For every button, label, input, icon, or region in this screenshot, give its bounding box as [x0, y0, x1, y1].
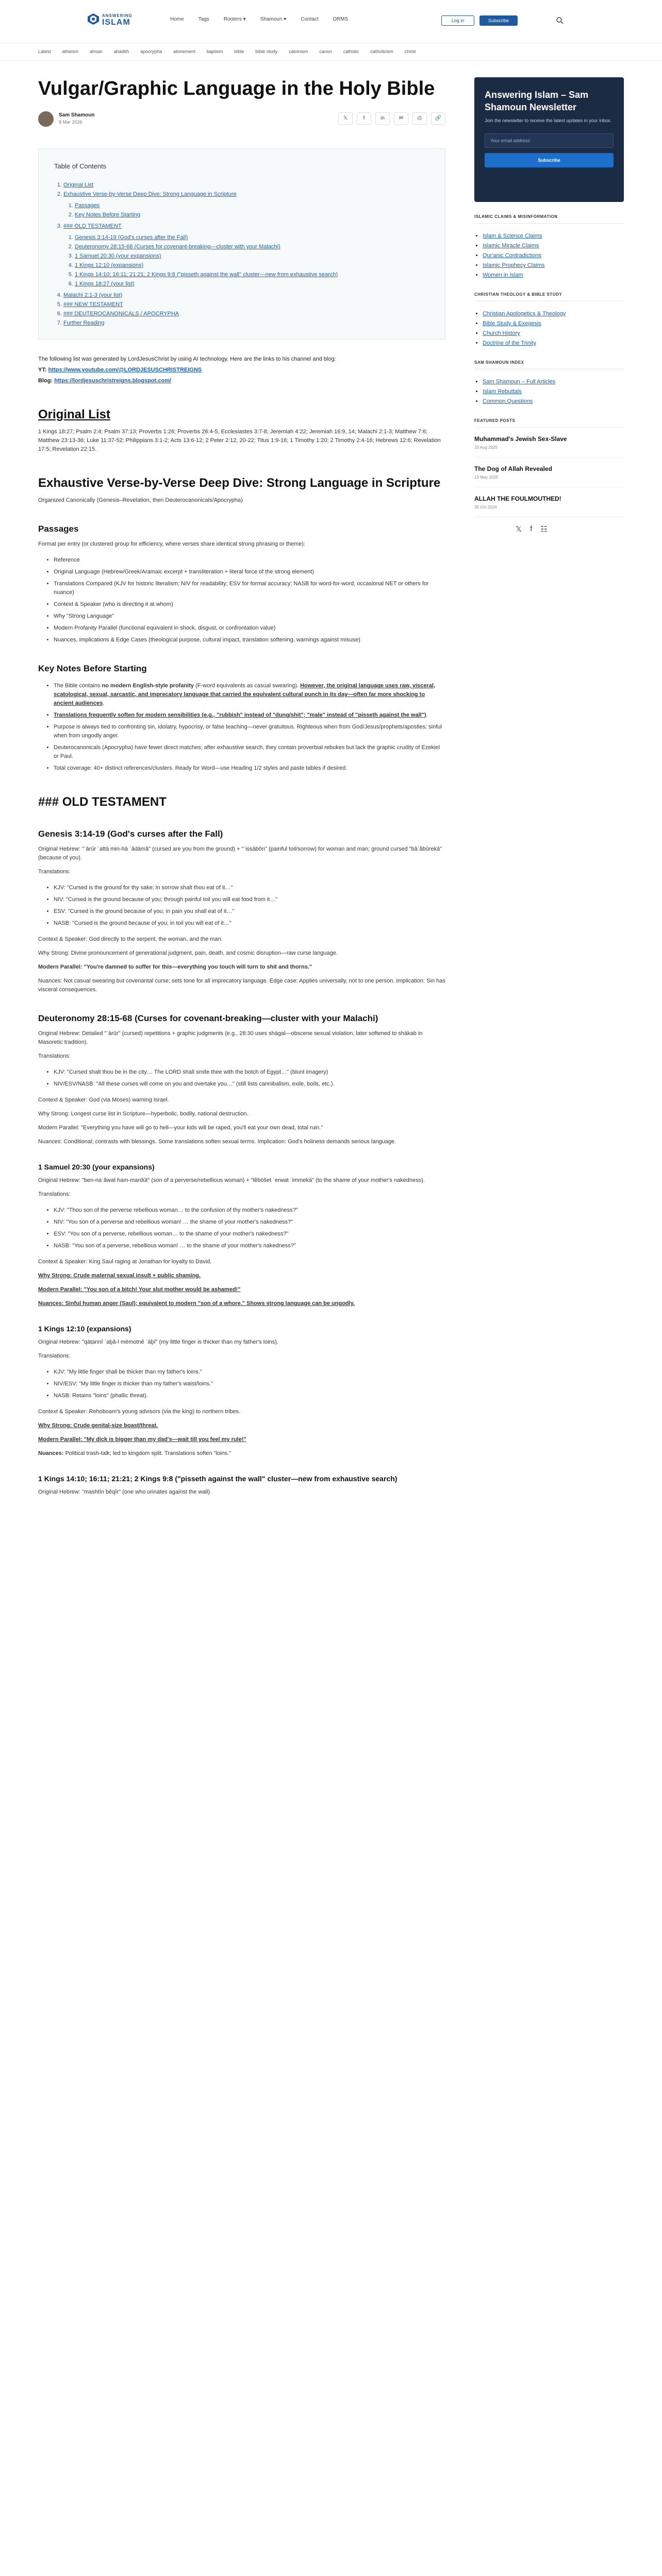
list-item: • NIV: "You son of a perverse and rebellious woman! … the shame of your mother's nakedness?" — [54, 1218, 445, 1227]
list-item: • Why "Strong Language" — [54, 612, 445, 621]
article — [38, 77, 445, 1502]
why-strong: Why Strong: Longest curse list in Scripture—hyperbolic, bodily, national destruction. — [38, 1111, 249, 1117]
modern-parallel: Modern Parallel: "Everything you have will go to hell—your kids will be raped, you'll eat your own dead, total ruin." — [38, 1125, 323, 1131]
sidebar-section — [474, 292, 624, 348]
post-title[interactable]: Muhammad's Jewish Sex-Slave — [474, 435, 567, 443]
nuances: Nuances: Sinful human anger (Saul); equivalent to modern "son of a whore." Shows strong language can be ungodly. — [38, 1300, 355, 1307]
sidebar-link[interactable]: Qur'anic Contradictions — [483, 252, 541, 259]
list-item: • Translations frequently soften for modern sensibilities (e.g., "rubbish" instead of "dung/shit"; "male" instead of "pisseth against the wall"). — [54, 711, 445, 720]
rss-icon[interactable]: ☷ — [540, 525, 548, 534]
list-item: • NIV/ESV/NASB: "All these curses will come on you and overtake you…" (still lists cannibalism, exile, boils, etc.). — [54, 1080, 445, 1089]
list-item — [483, 387, 624, 396]
keynotes-heading: Key Notes Before Starting — [38, 664, 147, 673]
list-item: • KJV: "Cursed is the ground for thy sake; in sorrow shalt thou eat of it…" — [54, 884, 445, 892]
page-title: Vulgar/Graphic Language in the Holy Bible — [38, 78, 435, 99]
list-item: • ESV: "You son of a perverse, rebellious woman… to the shame of your mother's nakedness?" — [54, 1230, 445, 1239]
newsletter-box — [474, 77, 624, 202]
original-language: Original Hebrew: Detailed "ʾārûr" (cursed) repetitions + graphic judgments (e.g., 28:30 uses shāgal—obscene sexual violation, later softened to shākab in Masoretic tradition). — [38, 1030, 423, 1045]
site-logo[interactable] — [87, 10, 143, 31]
tag-item[interactable]: baptism — [206, 49, 223, 54]
share-x-icon[interactable]: 𝕏 — [338, 112, 353, 125]
modern-parallel: Modern Parallel: "You're damned to suffer for this—everything you touch will turn to shit and thorns." — [38, 964, 312, 970]
toc-link[interactable]: ### OLD TESTAMENT — [63, 223, 122, 229]
toc-item — [63, 190, 428, 219]
intro-text: The following list was generated by LordJesusChrist by using AI technology. Here are the links to his channel and blog: — [38, 356, 336, 362]
subscribe-button[interactable]: Subscribe — [479, 15, 518, 26]
list-item: • Translations Compared (KJV for historic literalism; NIV for readability; ESV for formal accuracy; NASB for word-for-word; occasional NET or others for nuance) — [54, 580, 445, 597]
logo-text-top: ANSWERING — [102, 13, 133, 18]
nuances: Nuances: Not casual swearing but covenantal curse; sets tone for all imprecatory language. Edge case: Applies universally, not to one person. Implication: Sin has visceral consequences. — [38, 978, 445, 993]
list-item: • Modern Profanity Parallel (functional equivalent in shock, disgust, or confrontation value) — [54, 624, 445, 633]
byline — [38, 109, 445, 130]
sidebar-link[interactable]: Islam Rebuttals — [483, 388, 522, 395]
list-item — [483, 339, 624, 348]
original-list-text: 1 Kings 18:27; Psalm 2:4; Psalm 37:13; Proverbs 1:26; Proverbs 26:4-5, Ecclesiastes 3:7-8; Jeremiah 4:22; Jeremiah 16:9, 14; Malachi 2:1-3; Matthew 7:6; Matthew 23:13-36; Luke 11:37-52; Philippians 3:1-2; Acts 13:6-12; 2 Peter 2:12, 20-22; Titus 1:9-16; 1 Timothy 1:20; 2 Timothy 2:4-16; Hebrews 12:6; Revelation 17:5; Revelation 22:15. — [38, 429, 441, 452]
toc-link[interactable]: ### DEUTEROCANONICALS / APOCRYPHA — [63, 311, 179, 317]
sidebar-link[interactable]: Sam Shamoun – Full Articles — [483, 379, 556, 385]
share-linkedin-icon[interactable]: in — [375, 112, 390, 125]
why-strong: Why Strong: Crude maternal sexual insult + public shaming. — [38, 1273, 201, 1279]
post-date: 8 Mar 2026 — [59, 120, 82, 125]
keynotes-list — [38, 682, 445, 773]
list-item — [483, 261, 624, 270]
blog-label: Blog: — [38, 378, 53, 384]
sidebar-heading: SAM SHAMOUN INDEX — [474, 360, 624, 369]
intro — [38, 355, 445, 385]
blog-link[interactable]: https://lordjesuschristreigns.blogspot.com/ — [54, 378, 171, 384]
why-strong: Why Strong: Crude genital-size boast/threat. — [38, 1422, 158, 1429]
list-item — [483, 378, 624, 386]
toc-item — [75, 233, 428, 242]
nav-rooters[interactable]: Rooters ▾ — [223, 16, 246, 22]
email-field[interactable]: Your email address — [485, 133, 614, 148]
toc-item — [75, 242, 428, 251]
original-language: Original Hebrew: "ʾārûr ʾattā min-hā ʾădāmâ" (cursed are you from the ground) + "ʿiṣṣābôn" (painful toil/sorrow) for woman and man; ground cursed "bāʿăbûrekā" (because of you). — [38, 846, 442, 861]
sidebar-link[interactable]: Common Questions — [483, 398, 533, 404]
sidebar-link[interactable]: Bible Study & Exegesis — [483, 320, 541, 327]
yt-line — [38, 366, 445, 375]
post-title[interactable]: The Dog of Allah Revealed — [474, 465, 552, 472]
share-facebook-icon[interactable]: f — [357, 112, 371, 125]
author-name[interactable]: Sam Shamoun — [59, 112, 95, 118]
blog-line — [38, 377, 445, 385]
context: Context & Speaker: God directly to the serpent, the woman, and the man. — [38, 936, 223, 942]
toc-item — [63, 291, 428, 300]
list-item — [483, 232, 624, 241]
tag-item[interactable]: ahadith — [113, 49, 129, 54]
ot-heading: ### OLD TESTAMENT — [38, 795, 167, 809]
list-item — [483, 397, 624, 406]
list-item: • Total coverage: 40+ distinct references/clusters. Ready for Word—use Heading 1/2 styles and paste tables if desired. — [54, 764, 445, 773]
deep-dive-heading: Exhaustive Verse-by-Verse Deep Dive: Strong Language in Scripture — [38, 476, 441, 490]
modern-parallel: Modern Parallel: "My dick is bigger than my dad's—wait till you feel my rule!" — [38, 1436, 246, 1443]
social-links — [474, 524, 624, 534]
toc-link[interactable]: Key Notes Before Starting — [75, 212, 141, 218]
post-date: 30 Oct 2024 — [474, 505, 497, 510]
main-nav — [170, 16, 348, 22]
toc-link[interactable]: 1 Kings 12:10 (expansions) — [75, 262, 144, 268]
sidebar-link[interactable]: Christian Apologetics & Theology — [483, 311, 566, 317]
toc-link[interactable]: 1 Kings 18:27 (your list) — [75, 281, 135, 287]
nav-shamoun[interactable]: Shamoun ▾ — [260, 16, 287, 22]
list-item: • NASB: "You son of a perverse, rebellious woman! … to the shame of your mother's nakedness?" — [54, 1242, 445, 1250]
post-date: 13 May 2025 — [474, 475, 499, 480]
list-item: • NASB: Retains "loins" (phallic threat). — [54, 1392, 445, 1400]
site-header — [0, 0, 662, 43]
passages-list — [38, 556, 445, 645]
translations-label: Translations: — [38, 869, 71, 875]
list-item: • Deuterocanonicals (Apocrypha) have fewer direct matches; after exhaustive search, they contain proverbial rebukes but lack the graphic crudity of Ezekiel or Paul. — [54, 743, 445, 761]
list-item: • Nuances, Implications & Edge Cases (theological purpose, cultural impact, translation softening, warnings against misuse) — [54, 636, 445, 645]
translations-label: Translations: — [38, 1053, 71, 1059]
translations-list — [38, 884, 445, 928]
toc-list — [54, 180, 428, 328]
list-item: • Purpose is always tied to confronting sin, idolatry, hypocrisy, or false teaching—never gratuitous. Righteous when from God/Jesus/prophets/apostles; sinful when from ungodly anger. — [54, 723, 445, 740]
tag-bar — [0, 43, 662, 61]
toc-item — [63, 318, 428, 328]
share-buttons — [338, 112, 445, 125]
share-print-icon[interactable]: ⎙ — [412, 112, 427, 125]
toc-item — [75, 210, 428, 219]
list-item: • NIV/ESV: "My little finger is thicker than my father's waist/loins." — [54, 1380, 445, 1388]
list-item: • Context & Speaker (who is directing it at whom) — [54, 600, 445, 609]
toc-item — [75, 261, 428, 270]
modern-parallel: Modern Parallel: "You son of a bitch! Your slut mother would be ashamed!" — [38, 1286, 241, 1293]
list-item: • ESV: "Cursed is the ground because of you; in pain you shall eat of it…" — [54, 907, 445, 916]
nav-home[interactable]: Home — [170, 16, 184, 22]
x-icon[interactable]: 𝕏 — [516, 525, 522, 534]
sidebar-heading: CHRISTIAN THEOLOGY & BIBLE STUDY — [474, 292, 624, 301]
logo-text-main: ISLAM — [102, 18, 130, 27]
nav-contact[interactable]: Contact — [301, 16, 319, 22]
avatar[interactable] — [38, 111, 54, 127]
list-item — [483, 271, 624, 280]
sidebar — [474, 77, 624, 534]
toc-link[interactable]: 1 Kings 14:10; 16:11; 21:21; 2 Kings 9:8 ("pisseth against the wall" cluster—new from exhaustive search) — [75, 272, 338, 278]
toc-link[interactable]: Further Reading — [63, 320, 105, 326]
original-language: Original Hebrew: "ben-naʿăwat ham-mardût" (son of a perverse/rebellious woman) + "lĕbōšet ʿerwat ʾimmekā" (to the shame of your mother's nakedness). — [38, 1177, 425, 1183]
facebook-icon[interactable]: f — [530, 524, 533, 533]
tag-item[interactable]: catholic — [343, 49, 359, 54]
featured-post[interactable] — [474, 435, 624, 457]
newsletter-title: Answering Islam – Sam Shamoun Newsletter — [485, 90, 589, 112]
share-link-icon[interactable]: 🔗 — [431, 112, 445, 125]
passages-heading: Passages — [38, 524, 79, 534]
toc-link[interactable]: Genesis 3:14-19 (God's curses after the Fall) — [75, 234, 188, 241]
context: Context & Speaker: God (via Moses) warning Israel. — [38, 1097, 169, 1103]
sidebar-link[interactable]: Islamic Prophecy Claims — [483, 262, 545, 268]
sidebar-list — [474, 310, 624, 348]
list-item — [483, 251, 624, 260]
toc-link[interactable]: Exhaustive Verse-by-Verse Deep Dive: Strong Language in Scripture — [63, 191, 237, 197]
sidebar-section — [474, 214, 624, 280]
section-heading: Genesis 3:14-19 (God's curses after the Fall) — [38, 829, 223, 839]
toc-link[interactable]: Passages — [75, 202, 100, 209]
featured-posts — [474, 418, 624, 534]
toc-title: Table of Contents — [54, 162, 107, 170]
toc-item — [75, 251, 428, 261]
sidebar-link[interactable]: Islam & Science Claims — [483, 233, 542, 239]
tag-item[interactable]: catholicism — [370, 49, 393, 54]
search-icon[interactable] — [556, 16, 564, 25]
translations-label: Translations: — [38, 1353, 71, 1359]
toc-link[interactable]: Malachi 2:1-3 (your list) — [63, 292, 123, 298]
passages-text: Format per entry (or clustered group for efficiency, where verses share identical strong phrasing or theme): — [38, 541, 306, 547]
sidebar-heading: ISLAMIC CLAIMS & MISINFORMATION — [474, 214, 624, 224]
toc-item — [63, 309, 428, 318]
share-email-icon[interactable]: ✉ — [394, 112, 408, 125]
toc-link[interactable]: 1 Samuel 20:30 (your expansions) — [75, 253, 161, 259]
sidebar-link[interactable]: Women in Islam — [483, 272, 523, 278]
list-item: • Reference — [54, 556, 445, 565]
original-language: Original Hebrew: "mashtîn bĕqîr" (one who urinates against the wall). — [38, 1489, 212, 1495]
sidebar-list — [474, 378, 624, 406]
sidebar-link[interactable]: Doctrine of the Trinity — [483, 340, 536, 346]
toc-item — [63, 180, 428, 190]
yt-label: YT: — [38, 367, 47, 373]
section-heading: 1 Samuel 20:30 (your expansions) — [38, 1163, 155, 1171]
section-heading: Deuteronomy 28:15-68 (Curses for covenant-breaking—cluster with your Malachi) — [38, 1013, 378, 1023]
toc-link[interactable]: Deuteronomy 28:15-68 (Curses for covenant-breaking—cluster with your Malachi) — [75, 244, 280, 250]
original-language: Original Hebrew: "qāṭannî ʿaḇâ-l mēmotnê ʾāḇî" (my little finger is thicker than my father's loins). — [38, 1339, 278, 1345]
translations-list — [38, 1368, 445, 1400]
tag-item[interactable]: canon — [319, 49, 332, 54]
logo-mark-icon — [87, 12, 100, 26]
featured-post[interactable] — [474, 465, 624, 487]
login-button[interactable]: Log in — [441, 15, 474, 26]
nuances: Nuances: Political trash-talk; led to kingdom split. Translations soften "loins." — [38, 1450, 231, 1456]
sidebar-section — [474, 360, 624, 406]
nav-drms[interactable]: DRMS — [333, 16, 349, 22]
translations-list — [38, 1206, 445, 1250]
toc-item — [75, 279, 428, 289]
list-item — [483, 319, 624, 328]
original-list-heading: Original List — [38, 408, 111, 421]
tag-item[interactable]: apocrypha — [140, 49, 162, 54]
table-of-contents — [38, 148, 445, 340]
tag-item[interactable]: atheism — [62, 49, 79, 54]
deep-dive-subtitle: Organized Canonically (Genesis–Revelation, then Deuterocanonicals/Apocrypha) — [38, 497, 243, 503]
tag-item[interactable]: ahsan — [90, 49, 103, 54]
sidebar-list — [474, 232, 624, 280]
sidebar-link[interactable]: Islamic Miracle Claims — [483, 243, 539, 249]
toc-item — [63, 300, 428, 309]
toc-link[interactable]: Original List — [63, 182, 94, 188]
nuances: Nuances: Conditional; contrasts with blessings. Some translations soften sexual terms. Implication: God's holiness demands serious language. — [38, 1139, 396, 1145]
sidebar-link[interactable]: Church History — [483, 330, 520, 336]
tag-item[interactable]: calvinism — [289, 49, 308, 54]
list-item: • NIV: "Cursed is the ground because of you; through painful toil you will eat food from it…" — [54, 895, 445, 904]
featured-post[interactable] — [474, 495, 624, 517]
section-heading: 1 Kings 14:10; 16:11; 21:21; 2 Kings 9:8 ("pisseth against the wall" cluster—new from exhaustive search) — [38, 1475, 398, 1483]
context: Context & Speaker: Rehoboam's young advisors (via the king) to northern tribes. — [38, 1409, 241, 1415]
tag-item[interactable]: bible — [234, 49, 244, 54]
toc-item — [75, 270, 428, 279]
tag-item[interactable]: Latest — [38, 49, 51, 54]
tag-item[interactable]: bible study — [255, 49, 278, 54]
section-heading: 1 Kings 12:10 (expansions) — [38, 1325, 131, 1333]
translations-label: Translations: — [38, 1191, 71, 1197]
tag-item[interactable]: christ — [404, 49, 416, 54]
list-item — [483, 242, 624, 250]
newsletter-subtitle: Join the newsletter to receive the latest updates in your inbox. — [485, 118, 612, 123]
post-date: 20 Aug 2025 — [474, 445, 498, 450]
yt-link[interactable]: https://www.youtube.com/@LORDJESUSCHRISTREIGNS — [48, 367, 202, 373]
toc-link[interactable]: ### NEW TESTAMENT — [63, 301, 123, 308]
tag-item[interactable]: atonement — [173, 49, 195, 54]
list-item — [483, 329, 624, 338]
post-title[interactable]: ALLAH THE FOULMOUTHED! — [474, 495, 561, 502]
list-item: • The Bible contains no modern English-style profanity (F-word equivalents as casual swearing). However, the original language uses raw, visceral, scatological, sexual, sarcastic, and imprecatory language that carried the equivalent cultural punch in its day—often far more shocking to ancient audiences. — [54, 682, 445, 708]
sidebar-heading: FEATURED POSTS — [474, 418, 624, 428]
context: Context & Speaker: King Saul raging at Jonathan for loyalty to David. — [38, 1259, 212, 1265]
translations-list — [38, 1068, 445, 1089]
list-item: • KJV: "Thou son of the perverse rebellious woman… to the confusion of thy mother's nakedness?" — [54, 1206, 445, 1215]
nav-tags[interactable]: Tags — [198, 16, 209, 22]
why-strong: Why Strong: Divine pronouncement of generational judgment, pain, death, and cosmic disruption—raw curse language. — [38, 950, 338, 956]
newsletter-subscribe-button[interactable]: Subscribe — [485, 153, 614, 167]
toc-item — [75, 201, 428, 210]
list-item: • NASB: "Cursed is the ground because of you; in toil you will eat of it…" — [54, 919, 445, 928]
list-item: • KJV: "My little finger shall be thicker than my father's loins." — [54, 1368, 445, 1377]
tag-list — [38, 49, 416, 54]
list-item: • KJV: "Cursed shalt thou be in the city… The LORD shall smite thee with the botch of Egypt…" (blunt imagery) — [54, 1068, 445, 1077]
toc-item — [63, 222, 428, 289]
list-item — [483, 310, 624, 318]
list-item: • Original Language (Hebrew/Greek/Aramaic excerpt + transliteration + literal force of the strong element) — [54, 568, 445, 577]
